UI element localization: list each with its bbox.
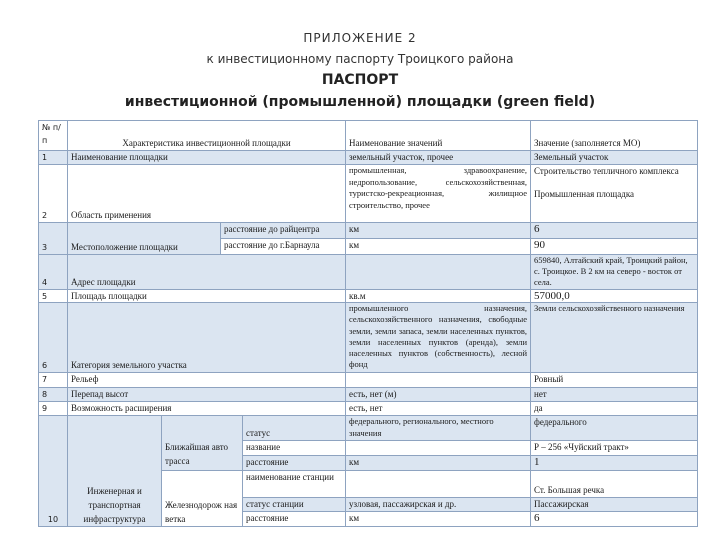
row-2-value-primary: Строительство тепличного комплекса xyxy=(534,166,679,176)
row-9-value-names: есть, нет xyxy=(345,401,531,416)
row-2-num: 2 xyxy=(38,164,68,223)
row-3a-value-names: км xyxy=(345,222,531,239)
column-header-value: Значение (заполняется МО) xyxy=(530,120,698,151)
row-10-num: 10 xyxy=(38,415,68,527)
row-10-characteristic: Инженерная и транспортная инфраструктура xyxy=(67,415,162,527)
row-6-num: 6 xyxy=(38,302,68,373)
highway-distance-label: расстояние xyxy=(242,455,346,471)
row-5-num: 5 xyxy=(38,289,68,303)
row-6-characteristic: Категория земельного участка xyxy=(67,302,346,373)
column-header-characteristic: Характеристика инвестиционной площадки xyxy=(67,120,346,151)
row-8-value-names: есть, нет (м) xyxy=(345,387,531,402)
row-6-value: Земли сельскохозяйственного назначения xyxy=(530,302,698,373)
row-9-num: 9 xyxy=(38,401,68,416)
railway-station-name-value: Ст. Большая речка xyxy=(530,470,698,498)
row-1-num: 1 xyxy=(38,150,68,165)
row-4-value: 659840, Алтайский край, Троицкий район, с. Троицкое. В 2 км на северо - восток от села. xyxy=(530,254,698,290)
railway-distance-label: расстояние xyxy=(242,511,346,527)
railway-group-label: Железнодорож ная ветка xyxy=(161,470,243,527)
row-3-characteristic: Местоположение площадки xyxy=(67,222,221,255)
row-6-value-names: промышленного назначения, сельскохозяйственного назначения, свободные земли, земли запаса, земли населенных пунктов, земли населенных пунктов (аренда), земли населенных пунктов (собственность), лесной фонд xyxy=(345,302,531,373)
row-2-value xyxy=(530,164,698,223)
row-4-num: 4 xyxy=(38,254,68,290)
row-7-value: Ровный xyxy=(530,372,698,388)
highway-group-label: Ближайшая авто трасса xyxy=(161,415,243,471)
highway-status-value-names: федерального, регионального, местного значения xyxy=(345,415,531,441)
row-3b-value-names: км xyxy=(345,238,531,255)
row-7-num: 7 xyxy=(38,372,68,388)
highway-status-value: федерального xyxy=(530,415,698,441)
row-8-value: нет xyxy=(530,387,698,402)
row-3a-label: расстояние до райцентра xyxy=(220,222,346,239)
row-4-characteristic: Адрес площадки xyxy=(67,254,346,290)
row-7-characteristic: Рельеф xyxy=(67,372,346,388)
railway-station-status-value-names: узловая, пассажирская и др. xyxy=(345,497,531,512)
row-8-characteristic: Перепад высот xyxy=(67,387,346,402)
highway-name-label: название xyxy=(242,440,346,456)
railway-station-name-label: наименование станции xyxy=(242,470,346,498)
railway-distance-value: 6 xyxy=(530,511,698,527)
row-7-value-names xyxy=(345,372,531,388)
row-2-characteristic: Область применения xyxy=(67,164,346,223)
highway-name-value-names xyxy=(345,440,531,456)
column-header-num: № п/п xyxy=(38,120,68,151)
highway-distance-value: 1 xyxy=(530,455,698,471)
row-3-num: 3 xyxy=(38,222,68,255)
appendix-subtitle: к инвестиционному паспорту Троицкого района xyxy=(206,52,514,66)
row-1-value: Земельный участок xyxy=(530,150,698,165)
highway-name-value: Р – 256 «Чуйский тракт» xyxy=(530,440,698,456)
column-header-value-names: Наименование значений xyxy=(345,120,531,151)
row-2-value-secondary: Промышленная площадка xyxy=(534,189,635,199)
row-3a-value: 6 xyxy=(530,222,698,239)
railway-station-name-value-names xyxy=(345,470,531,498)
row-3b-label: расстояние до г.Барнаула xyxy=(220,238,346,255)
row-9-value: да xyxy=(530,401,698,416)
page-subtitle: инвестиционной (промышленной) площадки (green field) xyxy=(124,94,596,110)
highway-distance-value-names: км xyxy=(345,455,531,471)
railway-station-status-label: статус станции xyxy=(242,497,346,512)
page-title: ПАСПОРТ xyxy=(321,72,399,88)
appendix-label: ПРИЛОЖЕНИЕ 2 xyxy=(303,31,417,45)
row-1-value-names: земельный участок, прочее xyxy=(345,150,531,165)
row-1-characteristic: Наименование площадки xyxy=(67,150,346,165)
row-5-value: 57000,0 xyxy=(530,289,698,303)
railway-distance-value-names: км xyxy=(345,511,531,527)
row-3b-value: 90 xyxy=(530,238,698,255)
highway-status-label: статус xyxy=(242,415,346,441)
row-5-value-names: кв.м xyxy=(345,289,531,303)
row-5-characteristic: Площадь площадки xyxy=(67,289,346,303)
row-8-num: 8 xyxy=(38,387,68,402)
railway-station-status-value: Пассажирская xyxy=(530,497,698,512)
row-2-value-names: промышленная, здравоохранение, недропользование, сельскохозяйственная, туристско-рекреационная, жилищное строительство, прочее xyxy=(345,164,531,223)
row-9-characteristic: Возможность расширения xyxy=(67,401,346,416)
row-4-value-names xyxy=(345,254,531,290)
